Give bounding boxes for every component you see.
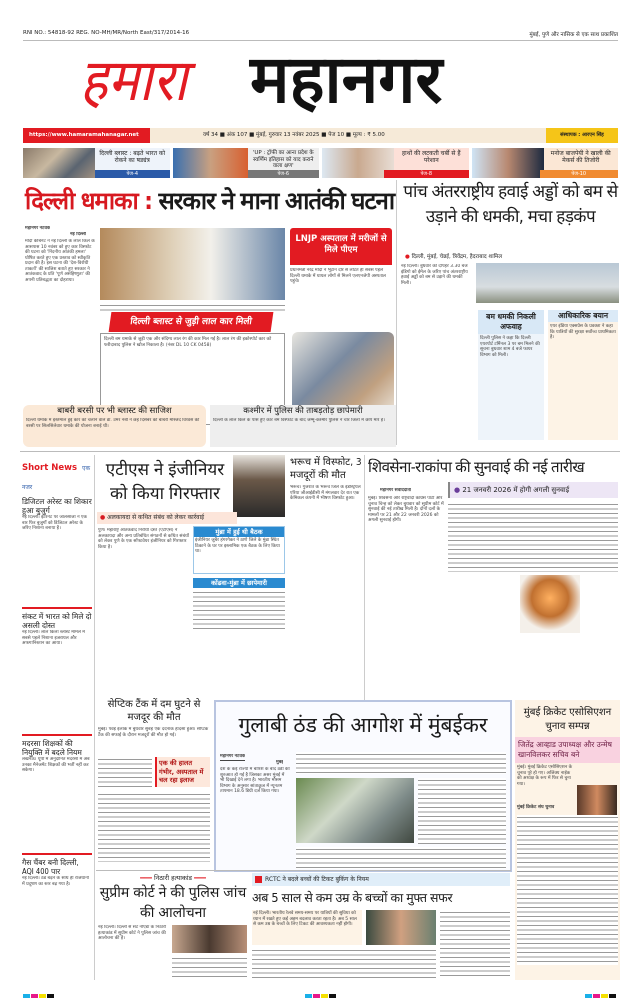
- cricket-subline: जितेंद्र आव्हाड उपाध्यक्ष और उन्मेष खानविलकर सचिव बने: [515, 737, 620, 763]
- cold-photo: [296, 778, 414, 843]
- short-news-subtitle: एक नजर: [22, 465, 91, 491]
- teaser[interactable]: [322, 148, 469, 178]
- info-bar: [23, 128, 618, 143]
- babri-title[interactable]: बाबरी बरसी पर भी ब्लास्ट की साजिश: [57, 406, 172, 416]
- lead-headline-black: सरकार ने माना आतंकी घटना: [158, 187, 395, 215]
- ats-body: पुणे। महाराष्ट्र आतंकवाद निरोधी दस्ते (एटीएस) ने अलकायदा और अन्य प्रतिबंधित संगठनों से कथित संबंधों को लेकर पुणे के एक सॉफ्टवेयर इंजीनियर को गिरफ्तार किया है।: [98, 528, 189, 550]
- red-car-banner: दिल्ली ब्लास्ट से जुड़ी लाल कार मिली: [109, 312, 274, 332]
- masthead-black: महानगर: [250, 41, 443, 118]
- website-link[interactable]: https://www.hamaramahanagar.net: [23, 128, 150, 143]
- official-photo: [577, 785, 617, 815]
- short-news-body: नई दिल्ली। ठंड बढ़ने के साथ ही राजधानी में प्रदूषण का स्तर बढ़ गया है।: [22, 876, 89, 887]
- hoax-box: [478, 310, 544, 440]
- babri-story: [23, 405, 206, 447]
- teaser-text: मनोज बाजपेयी ने खाली की मेकर्स की तिजोरी: [544, 148, 619, 178]
- lead-headline[interactable]: [25, 183, 395, 219]
- rctc-body: नई दिल्ली। भारतीय रेलवे समय-समय पर यात्रियों की सुविधा को ध्यान में रखते हुए कई अहम बदलाव करता रहता है। अब 5 साल से कम उम्र के बच्चों के लिए टिकट की आवश्यकता नहीं होगी।: [252, 910, 362, 945]
- short-news-title: डिजिटल अरेस्ट का शिकार हुआ बुजुर्ग: [22, 497, 92, 515]
- shivsena-subline: [448, 482, 618, 498]
- lnjp-body: प्रधानमंत्री नरेंद्र मोदी ने भूटान दौरे से लौटते ही सबसे पहले दिल्ली धमाके में घायल लोगों से मिलने एलएनजेपी अस्पताल पहुंचे।: [290, 268, 386, 284]
- cold-byline: महानगर नेटवर्क: [220, 754, 246, 759]
- masthead-logo: [80, 40, 580, 125]
- septic-body-continued: [98, 757, 152, 787]
- cold-body-continued: [296, 847, 506, 869]
- teaser[interactable]: [23, 148, 170, 178]
- airport-subline-text: दिल्ली, मुंबई, चेन्नई, त्रिवेंद्रम, हैदराबाद शामिल: [411, 254, 503, 260]
- shivsena-body: मुंबई। शिवसेना और राष्ट्रवादी कांग्रेस पार्टी और चुनाव चिन्ह को लेकर बुधवार को सुप्रीम कोर्ट में सुनवाई की नई तारीख मिली है। दोनों दलों के मामलों पर 21 और 22 जनवरी 2026 को अगली सुनवाई होगी।: [368, 496, 444, 523]
- short-news-label: [22, 455, 92, 493]
- cricket-body: मुंबई। मुंबई क्रिकेट एसोसिएशन के चुनाव पूरे हो गए। अजिंक्य नाईक को अध्यक्ष के रूप में फिर से चुना गया।: [517, 765, 573, 787]
- rctc-body-continued: [440, 910, 510, 978]
- mumbra-body: इंजीनियर जुबैर हंगरगेकर ने ठाणे जिले के मुंब्रा स्थित ठिकाने के घर पर इस्लामिक एक बैठक के लिए किया था।: [195, 538, 280, 554]
- kondhwa-raid-body: [193, 590, 285, 630]
- lead-headline-red: दिल्ली धमाका :: [25, 187, 152, 215]
- kashmir-story: [210, 405, 396, 447]
- nithari-kicker-text: निठारी हत्याकांड: [153, 874, 193, 882]
- cricket-results: [517, 815, 618, 965]
- kashmir-body: दिल्ली के लाल किले के पास हुए कार बम विस्फोट के बाद जम्मू-कश्मीर पुलिस ने चार जिलों में छापे मारे हैं।: [213, 418, 385, 423]
- teaser-page: पेज-4: [95, 170, 170, 178]
- septic-headline[interactable]: सेप्टिक टैंक में दम घुटने से मजदूर की मौत: [107, 699, 201, 723]
- lead-body-continued: [100, 303, 285, 311]
- issue-info: वर्ष 34 ■ अंक 107 ■ मुंबई, गुरुवार 13 नवंबर 2025 ■ पेज 10 ■ मूल्य : ₹ 5.00: [203, 132, 385, 138]
- cold-weather-box: [214, 700, 512, 872]
- teaser-page: पेज-10: [540, 170, 619, 178]
- registration-marks: [305, 983, 337, 1002]
- airport-body: नई दिल्ली। बुधवार को दोपहर 3.30 बजे इंडिगो को ईमेल के जरिए पांच अंतरराष्ट्रीय हवाई अड्डों को बम से उड़ाने की धमकी मिली।: [401, 264, 468, 286]
- septic-callout: एक की हालत गंभीर, अस्पताल में चल रहा इलाज: [155, 757, 210, 787]
- teaser-image: [173, 148, 248, 178]
- cold-body: देश के कई राज्यों में बारिश के बाद ठंडी की शुरुआत हो गई है जिसका असर मुंबई में भी दिखाई देने लगा है। भारतीय मौसम विभाग के अनुसार सांताक्रूज में न्यूनतम तापमान 18.6 डिग्री दर्ज किया गया।: [220, 767, 290, 794]
- bharuch-headline[interactable]: भरूच में विस्फोट, 3 मजदूरों की मौत: [290, 457, 362, 481]
- rni-number: RNI NO.: 54818-92 REG. NO-MH/MR/North East/317/2014-16: [23, 30, 190, 36]
- lead-dateline: नई दिल्ली: [70, 232, 87, 237]
- shivsena-subline-text: 21 जनवरी 2026 में होगी अगली सुनवाई: [462, 486, 570, 494]
- cold-body-continued: [296, 752, 506, 774]
- shivsena-byline: महानगर संवाददाता: [380, 488, 412, 493]
- ats-headline[interactable]: एटीएस ने इंजीनियर को किया गिरफ्तार: [105, 460, 225, 504]
- divider: [364, 455, 365, 705]
- teaser[interactable]: [472, 148, 619, 178]
- teaser-page: पेज-8: [384, 170, 469, 178]
- registration-marks: [585, 983, 617, 1002]
- septic-body: मुंबई। पवई इलाके में बुधवार सुबह एक दर्दनाक हादसा हुआ। सेप्टिक टैंक की सफाई के दौरान मजदूरों की मौत हो गई।: [98, 727, 209, 738]
- cricket-box: [515, 700, 620, 980]
- hoax-title: बम धमकी निकली अफवाह: [478, 310, 544, 334]
- red-car-body: दिल्ली बम धमाके से जुड़ी एक और संदिग्ध लाल रंग की कार मिल गई है। लाल रंग की इकोस्पोर्ट कार को फरीदाबाद पुलिस ने खोज निकाला है। (नंबर DL 10 CK 0458): [100, 333, 285, 425]
- official-title: आधिकारिक बयान: [548, 310, 618, 322]
- teaser-text: 'UP : ट्रॉफी का आना प्रदेश के स्वर्णिम इतिहास को याद कराने वाला क्षण': [248, 148, 320, 178]
- ats-subline-text: अलकायदा से कथित संबंध को लेकर कार्रवाई: [107, 514, 205, 521]
- tagline: मुंबई, पुणे और नासिक से एक साथ प्रकाशित: [529, 32, 618, 38]
- cabinet-meeting-photo: [100, 228, 285, 300]
- masthead-red: हमारा: [80, 46, 188, 114]
- short-news-body: लखनऊ। यूपी में अनुदानित मदरसों में अब उनका मैनेजमेंट शिक्षकों की भर्ती नहीं कर सकेगा।: [22, 757, 90, 773]
- cricket-section: मुंबई क्रिकेट संघ चुनाव: [517, 805, 555, 810]
- cold-dateline: मुंबई: [276, 760, 284, 765]
- red-square-icon: [255, 876, 262, 883]
- nithari-headline[interactable]: सुप्रीम कोर्ट ने की पुलिस जांच की आलोचना: [99, 885, 247, 921]
- teaser-page: पेज-6: [248, 170, 320, 178]
- nithari-body-continued: [172, 956, 247, 978]
- rctc-photo: [366, 910, 436, 945]
- divider: [94, 455, 95, 980]
- short-news-item[interactable]: [22, 734, 92, 847]
- short-news-item[interactable]: [22, 497, 92, 587]
- short-news-item[interactable]: [22, 607, 92, 728]
- kashmir-title[interactable]: कश्मीर में पुलिस की ताबड़तोड़ छापेमारी: [243, 406, 363, 416]
- teaser[interactable]: [173, 148, 320, 178]
- divider: [20, 451, 620, 452]
- bullet-icon: ●: [405, 254, 412, 260]
- rctc-kicker-text: RCTC ने बदले बच्चों की टिकट बुकिंग के नियम: [265, 876, 369, 883]
- mumbra-box: [193, 526, 285, 574]
- septic-body-continued: [98, 792, 210, 862]
- cold-body-continued: [418, 778, 506, 844]
- airport-headline[interactable]: पांच अंतरराष्ट्रीय हवाई अड्डों को बम से उड़ाने की धमकी, मचा हड़कंप: [403, 182, 618, 227]
- teaser-strip: [23, 148, 618, 178]
- ats-subline: [97, 512, 237, 524]
- kondhwa-raid-title: कोंढवा-मुंब्रा में छापेमारी: [193, 578, 285, 588]
- bullet-icon: ●: [100, 514, 108, 521]
- short-news-title: मदरसा शिक्षकों की नियुक्ति में बदले नियम: [22, 739, 82, 757]
- teaser-text: दिल्ली ब्लास्ट : बढ़ते भारत को रोकने का षड्यंत्र: [95, 148, 170, 178]
- short-news-title: संकट में भारत को मिले दो असली दोस्त: [22, 612, 92, 630]
- airport-subline: [405, 252, 502, 260]
- mumbra-title: मुंब्रा में हुई थी बैठक: [194, 527, 284, 537]
- nithari-kicker: ━━━ निठारी हत्याकांड ━━━: [140, 874, 206, 882]
- accused-photo: [233, 455, 285, 517]
- divider: [396, 180, 397, 445]
- short-news-body: नई दिल्ली। लाल किला ब्लास्ट मामले में सबसे पहले निशाना इजरायल और अफगानिस्तान का आया।: [22, 630, 85, 646]
- short-news-title: गैस चैंबर बनी दिल्ली, AQI 400 पार: [22, 858, 79, 876]
- airport-photo: [476, 263, 619, 303]
- short-news-item[interactable]: [22, 853, 92, 887]
- lead-body: मोदी कैबिनेट ने नई दिल्ली के लाल किले के आसपास 10 नवंबर को हुए कार विस्फोट की घटना को 'निंदनीय आतंकी हमला' घोषित करते हुए एक प्रस्ताव को स्वीकृति प्रदान की है। इस घटना की 'देश-विरोधी ताकतों' की साजिश बताते हुए सरकार ने आतंकवाद के प्रति 'पूर्ण असहिष्णुता' की अपनी प्रतिबद्धता का दोहराया।: [25, 239, 95, 283]
- official-statement-box: [548, 310, 618, 440]
- babri-body: दिल्ली धमाके में इस्तेमाल हुई कार को चलाने वाले डॉ. उमर नबी ने छह दिसंबर को बाबरी मस्जिद विध्वंस की बरसी पर सिलसिलेवार धमाके की योजना बनाई थी।: [26, 418, 200, 429]
- registration-marks: [23, 983, 55, 1002]
- nithari-body: नई दिल्ली। दिल्ली से सटे नोएडा के निठारी हत्याकांड में सुप्रीम कोर्ट ने पुलिस जांच की आलोचना की है।: [98, 925, 167, 941]
- lead-byline: महानगर नेटवर्क: [25, 226, 51, 231]
- rctc-kicker: [252, 873, 510, 886]
- shivsena-headline[interactable]: शिवसेना-राकांपा की सुनवाई की नई तारीख: [368, 458, 585, 476]
- teaser-image: [23, 148, 95, 178]
- lnjp-box: LNJP अस्पताल में मरीजों से मिले पीएम: [290, 228, 392, 265]
- nithari-photo: [172, 925, 247, 953]
- bharuch-body: भरूच। गुजरात के भरूच जिले के इंडस्ट्रियल एरिया जीआईडीसी में मंगलवार देर रात एक केमिकल कंपनी में भीषण विस्फोट हुआ।: [290, 485, 361, 501]
- divider: [96, 870, 511, 871]
- short-news-body: नई दिल्ली। इंटरनेट पर जालसाजों ने एक बार फिर बुजुर्गों को डिजिटल अरेस्ट के जरिए निशाना बनाया है।: [22, 515, 87, 531]
- cold-headline[interactable]: गुलाबी ठंड की आगोश में मुंबईकर: [238, 713, 488, 737]
- teaser-text: हाथों की लटकती चर्बी से हैं परेशान: [394, 148, 469, 178]
- bullet-icon: ●: [454, 486, 463, 494]
- official-body: एयर इंडिया एक्सप्रेस के प्रवक्ता ने कहा कि यात्रियों की सुरक्षा सर्वोच्च प्राथमिकता है।: [550, 324, 616, 340]
- short-news-column: [22, 455, 92, 975]
- short-news-title: Short News: [22, 463, 78, 473]
- supreme-court-photo: [520, 575, 580, 633]
- rctc-body-continued: [252, 948, 436, 978]
- rctc-headline[interactable]: अब 5 साल से कम उम्र के बच्चों का मुफ्त सफर: [252, 890, 453, 905]
- teaser-image: [472, 148, 544, 178]
- shivsena-body-continued: [448, 502, 618, 572]
- cricket-headline[interactable]: मुंबई क्रिकेट एसोसिएशन चुनाव सम्पन्न: [523, 707, 612, 732]
- hoax-body: दिल्ली पुलिस ने कहा कि दिल्ली एयरपोर्ट टर्मिनल 3 पर बम मिलने की सूचना बुधवार शाम 4 बजे फायर विभाग को मिली।: [480, 336, 540, 358]
- founder: संस्थापक : आरएन सिंह: [546, 128, 618, 143]
